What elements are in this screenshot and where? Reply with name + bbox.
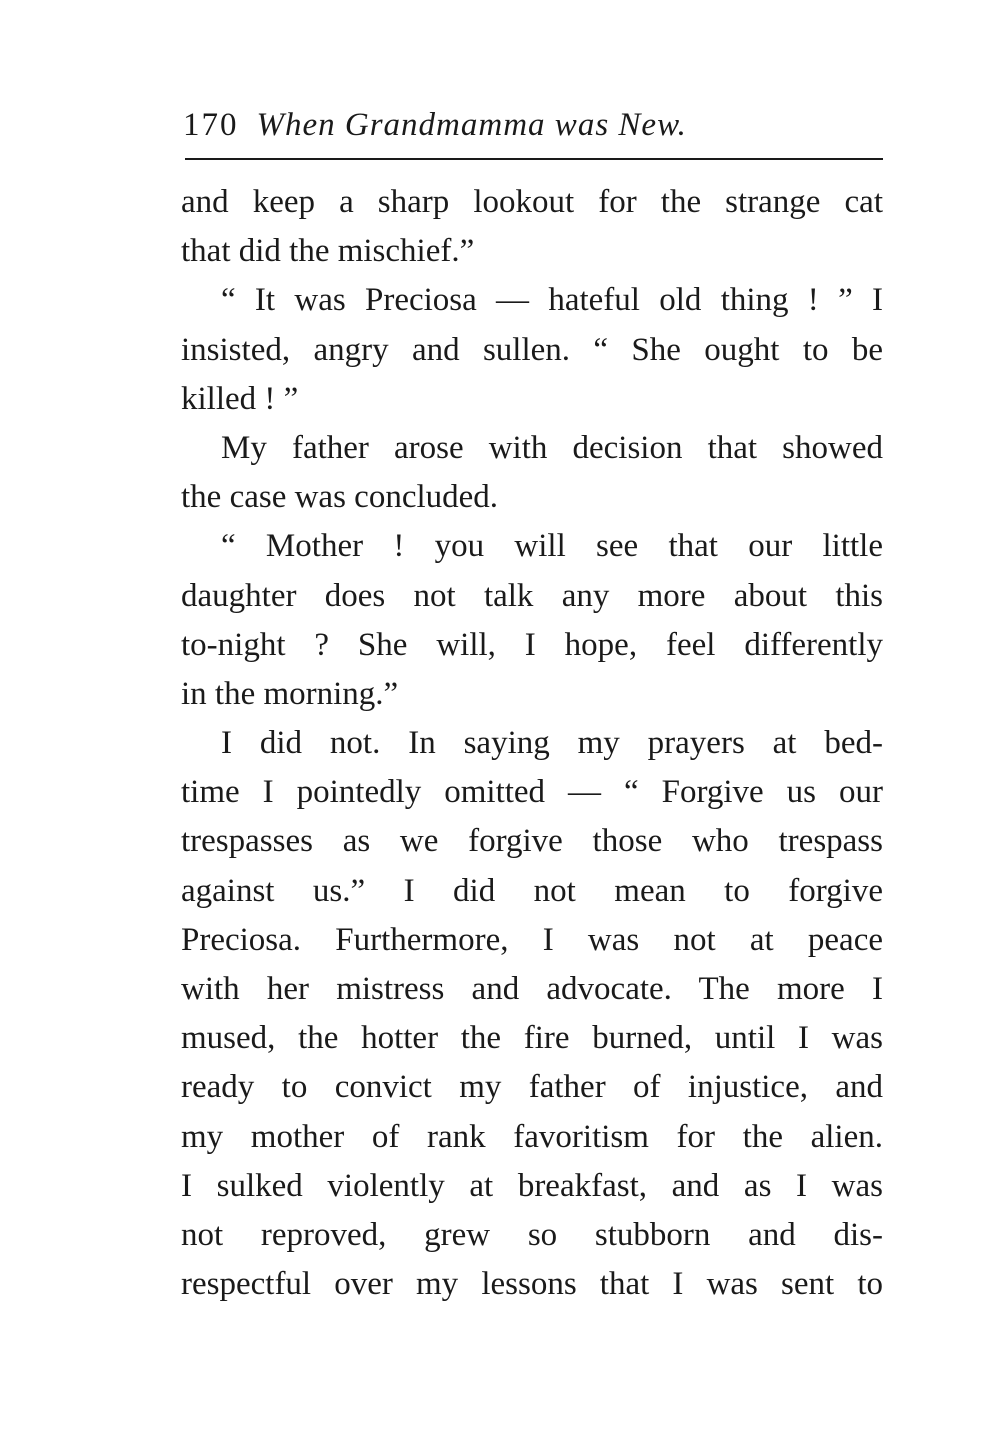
text-line: the case was concluded. bbox=[181, 479, 499, 516]
running-head bbox=[183, 100, 883, 150]
page-number: 170 bbox=[183, 107, 239, 143]
text-line: mused, the hotter the fire burned, until I was bbox=[181, 1020, 883, 1057]
text-line: my mother of rank favoritism for the alien. bbox=[181, 1118, 883, 1155]
text-line: “ Mother ! you will see that our little bbox=[221, 528, 883, 565]
text-line: in the morning.” bbox=[181, 675, 399, 712]
text-line: against us.” I did not mean to forgive bbox=[181, 872, 883, 909]
text-line: “ It was Preciosa — hateful old thing ! ” I bbox=[221, 282, 883, 319]
body-text bbox=[181, 178, 883, 1309]
text-line: trespasses as we forgive those who trespass bbox=[181, 823, 883, 860]
text-line: Preciosa. Furthermore, I was not at peace bbox=[181, 921, 883, 958]
text-line: I sulked violently at breakfast, and as I was bbox=[181, 1167, 883, 1204]
text-line: I did not. In saying my prayers at bed- bbox=[221, 725, 883, 762]
text-line: ready to convict my father of injustice, and bbox=[181, 1069, 883, 1106]
text-line: daughter does not talk any more about this bbox=[181, 577, 883, 614]
text-line: killed ! ” bbox=[181, 380, 299, 417]
text-line: My father arose with decision that showed bbox=[221, 429, 883, 466]
text-line: to-night ? She will, I hope, feel differently bbox=[181, 626, 883, 663]
header-rule bbox=[185, 158, 883, 160]
text-line: that did the mischief.” bbox=[181, 233, 475, 270]
text-line: and keep a sharp lookout for the strange cat bbox=[181, 184, 883, 220]
text-line: insisted, angry and sullen. “ She ought to be bbox=[181, 331, 883, 368]
book-title: When Grandmamma was New. bbox=[256, 107, 687, 143]
text-line: respectful over my lessons that I was sent to bbox=[181, 1266, 883, 1303]
text-line: with her mistress and advocate. The more I bbox=[181, 971, 883, 1007]
text-line: time I pointedly omitted — “ Forgive us our bbox=[181, 774, 883, 811]
text-line: not reproved, grew so stubborn and dis- bbox=[181, 1216, 883, 1253]
